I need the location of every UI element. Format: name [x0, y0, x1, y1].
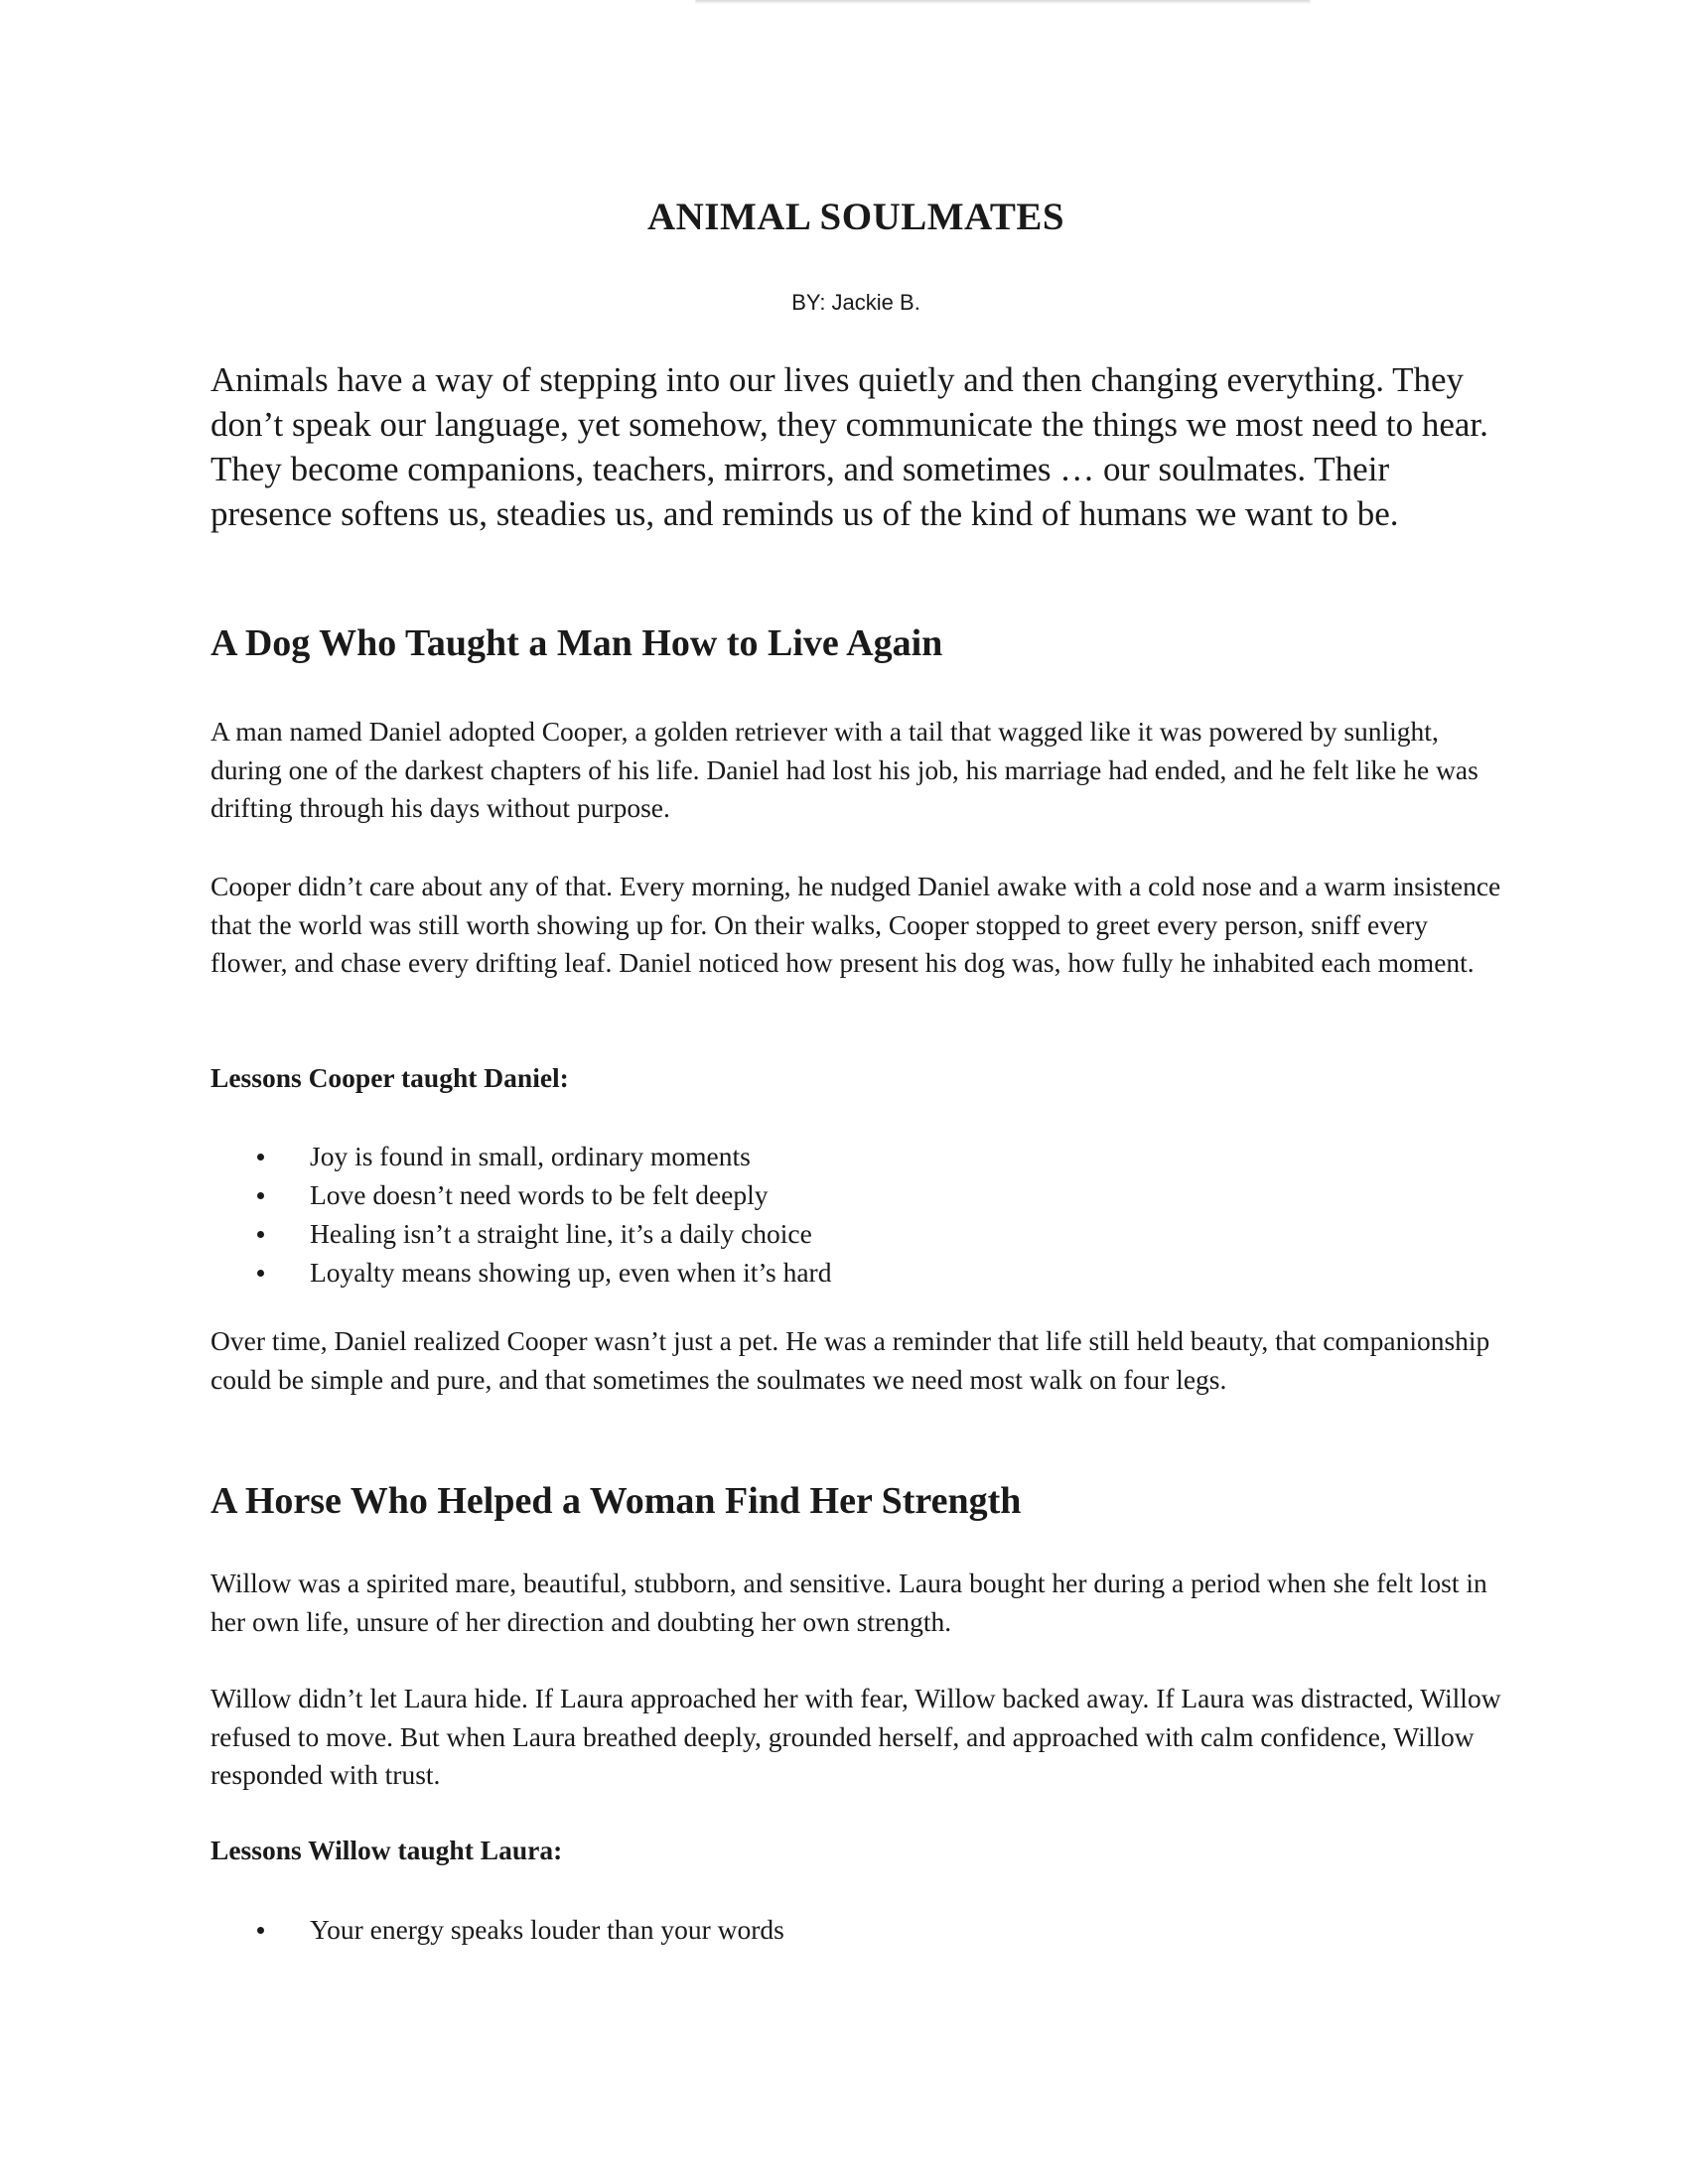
scan-edge [695, 0, 1311, 4]
section-dog-closing: Over time, Daniel realized Cooper wasn’t just a pet. He was a reminder that life still held beauty, that companionship could be simple and pure, and that sometimes the soulmates we need most walk on four legs. [211, 1325, 1490, 1395]
list-item-text: Your energy speaks louder than your words [310, 1914, 784, 1945]
list-item [211, 1137, 831, 1175]
list-item [211, 1175, 831, 1214]
section-horse-paragraph-1: Willow was a spirited mare, beautiful, stubborn, and sensitive. Laura bought her during a period when she felt lost in her own life, unsure of her direction and doubting her own strength. [211, 1568, 1487, 1637]
lessons-list-willow [211, 1910, 784, 1949]
section-dog-paragraph-2: Cooper didn’t care about any of that. Every morning, he nudged Daniel awake with a cold nose and a warm insistence that the world was still worth showing up for. On their walks, Cooper stopped to greet every person, sniff every flower, and chase every drifting leaf. Daniel noticed how present his dog was, how fully he inhabited each moment. [211, 871, 1501, 978]
intro-paragraph: Animals have a way of stepping into our lives quietly and then changing everything. They don’t speak our language, yet somehow, they communicate the things we most need to hear. They become companions, teachers, mirrors, and sometimes … our soulmates. Their presence softens us, steadies us, and reminds us of the kind of humans we want to be. [211, 360, 1488, 533]
lessons-heading-willow: Lessons Willow taught Laura: [211, 1835, 563, 1865]
lessons-list-cooper [211, 1137, 831, 1292]
section-heading-dog: A Dog Who Taught a Man How to Live Again [211, 622, 943, 664]
list-item [211, 1910, 784, 1949]
list-item-text: Love doesn’t need words to be felt deeply [310, 1179, 769, 1210]
list-item-text: Loyalty means showing up, even when it’s hard [310, 1257, 832, 1288]
bullet-icon [257, 1927, 264, 1934]
list-item-text: Healing isn’t a straight line, it’s a daily choice [310, 1218, 812, 1249]
section-horse-paragraph-2: Willow didn’t let Laura hide. If Laura approached her with fear, Willow backed away. If Laura was distracted, Willow refused to move. But when Laura breathed deeply, grounded herself, and approached with calm confidence, Willow responded with trust. [211, 1683, 1501, 1790]
section-dog-paragraph-1: A man named Daniel adopted Cooper, a golden retriever with a tail that wagged like it was powered by sunlight, during one of the darkest chapters of his life. Daniel had lost his job, his marriage had ended, and he felt like he was drifting through his days without purpose. [211, 716, 1478, 823]
author-byline: BY: Jackie B. [791, 290, 920, 315]
bullet-icon [257, 1231, 264, 1238]
bullet-icon [257, 1154, 264, 1160]
list-item [211, 1253, 831, 1292]
lessons-heading-cooper: Lessons Cooper taught Daniel: [211, 1062, 569, 1093]
bullet-icon [257, 1192, 264, 1199]
section-heading-horse: A Horse Who Helped a Woman Find Her Strength [211, 1480, 1022, 1522]
list-item [211, 1214, 831, 1253]
list-item-text: Joy is found in small, ordinary moments [310, 1141, 751, 1171]
document-title: ANIMAL SOULMATES [646, 196, 1065, 238]
bullet-icon [257, 1270, 264, 1277]
